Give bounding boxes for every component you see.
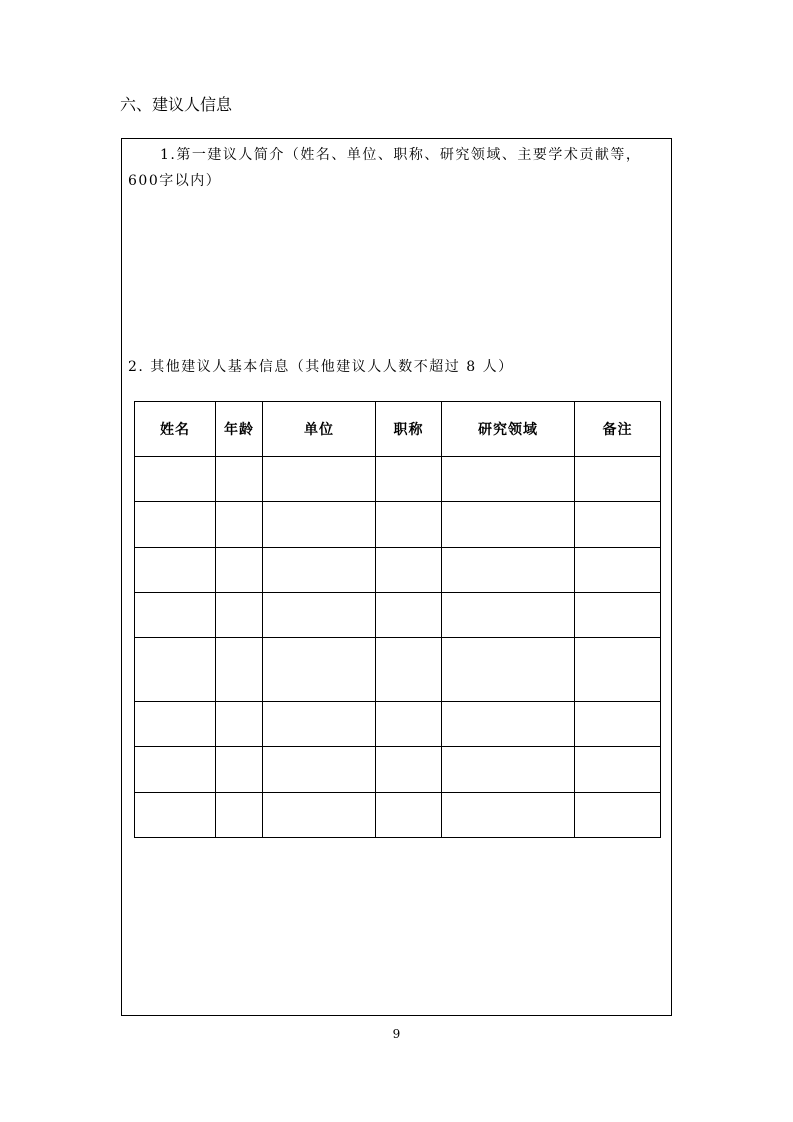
cell-name[interactable] bbox=[135, 793, 216, 838]
cell-research-field[interactable] bbox=[442, 548, 575, 593]
table-row bbox=[135, 638, 661, 702]
header-organization: 单位 bbox=[263, 402, 376, 457]
cell-age[interactable] bbox=[216, 457, 263, 502]
table-row bbox=[135, 548, 661, 593]
cell-title[interactable] bbox=[376, 457, 442, 502]
cell-age[interactable] bbox=[216, 502, 263, 548]
cell-remarks[interactable] bbox=[575, 457, 661, 502]
other-proposers-table bbox=[134, 401, 661, 838]
header-remarks: 备注 bbox=[575, 402, 661, 457]
cell-name[interactable] bbox=[135, 593, 216, 638]
cell-remarks[interactable] bbox=[575, 702, 661, 747]
header-age: 年龄 bbox=[216, 402, 263, 457]
cell-organization[interactable] bbox=[263, 548, 376, 593]
cell-title[interactable] bbox=[376, 702, 442, 747]
cell-name[interactable] bbox=[135, 548, 216, 593]
cell-research-field[interactable] bbox=[442, 457, 575, 502]
header-title: 职称 bbox=[376, 402, 442, 457]
cell-title[interactable] bbox=[376, 593, 442, 638]
table-row bbox=[135, 502, 661, 548]
table-row bbox=[135, 747, 661, 793]
cell-age[interactable] bbox=[216, 548, 263, 593]
cell-name[interactable] bbox=[135, 747, 216, 793]
cell-remarks[interactable] bbox=[575, 638, 661, 702]
cell-remarks[interactable] bbox=[575, 793, 661, 838]
cell-organization[interactable] bbox=[263, 593, 376, 638]
first-proposer-intro-label: 1.第一建议人简介（姓名、单位、职称、研究领域、主要学术贡献等，600字以内） bbox=[128, 147, 642, 189]
cell-name[interactable] bbox=[135, 702, 216, 747]
page-number: 9 bbox=[392, 1027, 401, 1041]
cell-remarks[interactable] bbox=[575, 548, 661, 593]
table-header-row bbox=[135, 402, 661, 457]
cell-remarks[interactable] bbox=[575, 593, 661, 638]
cell-title[interactable] bbox=[376, 793, 442, 838]
cell-age[interactable] bbox=[216, 702, 263, 747]
header-name: 姓名 bbox=[135, 402, 216, 457]
cell-research-field[interactable] bbox=[442, 793, 575, 838]
cell-organization[interactable] bbox=[263, 702, 376, 747]
cell-research-field[interactable] bbox=[442, 747, 575, 793]
cell-title[interactable] bbox=[376, 638, 442, 702]
cell-remarks[interactable] bbox=[575, 502, 661, 548]
section-title: 六、建议人信息 bbox=[120, 95, 233, 114]
cell-organization[interactable] bbox=[263, 793, 376, 838]
cell-age[interactable] bbox=[216, 593, 263, 638]
cell-title[interactable] bbox=[376, 548, 442, 593]
table-row bbox=[135, 457, 661, 502]
cell-organization[interactable] bbox=[263, 457, 376, 502]
header-research-field: 研究领域 bbox=[442, 402, 575, 457]
cell-organization[interactable] bbox=[263, 638, 376, 702]
cell-age[interactable] bbox=[216, 793, 263, 838]
cell-research-field[interactable] bbox=[442, 502, 575, 548]
table-row bbox=[135, 702, 661, 747]
cell-organization[interactable] bbox=[263, 502, 376, 548]
cell-name[interactable] bbox=[135, 502, 216, 548]
table-row bbox=[135, 593, 661, 638]
cell-organization[interactable] bbox=[263, 747, 376, 793]
cell-research-field[interactable] bbox=[442, 593, 575, 638]
cell-age[interactable] bbox=[216, 747, 263, 793]
table-row bbox=[135, 793, 661, 838]
cell-name[interactable] bbox=[135, 638, 216, 702]
cell-name[interactable] bbox=[135, 457, 216, 502]
cell-research-field[interactable] bbox=[442, 702, 575, 747]
cell-title[interactable] bbox=[376, 502, 442, 548]
cell-title[interactable] bbox=[376, 747, 442, 793]
cell-age[interactable] bbox=[216, 638, 263, 702]
other-proposers-label: 2. 其他建议人基本信息（其他建议人人数不超过 8 人） bbox=[128, 359, 514, 375]
cell-remarks[interactable] bbox=[575, 747, 661, 793]
cell-research-field[interactable] bbox=[442, 638, 575, 702]
